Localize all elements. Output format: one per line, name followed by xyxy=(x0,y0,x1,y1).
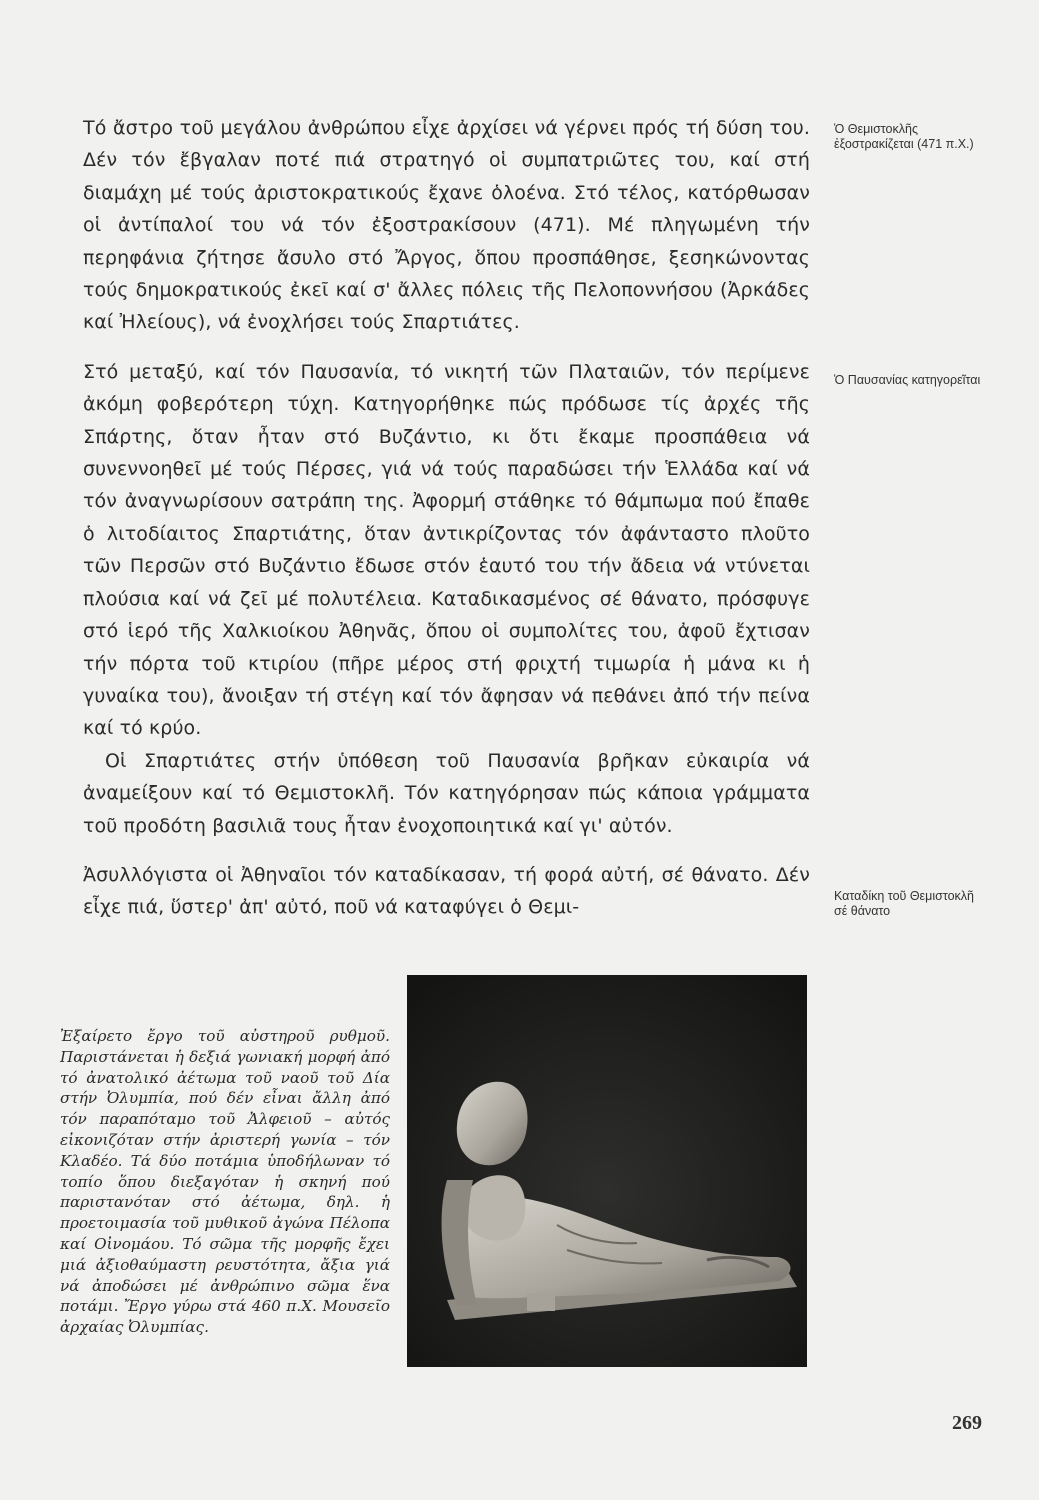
margin-note-condemnation: Καταδίκη τοῦ Θεμιστοκλῆ σέ θάνατο xyxy=(834,889,974,918)
kladeos-sculpture-image xyxy=(407,975,807,1367)
photo-caption: Ἐξαίρετο ἔργο τοῦ αὐστηροῦ ρυθμοῦ. Παριστάνεται ἡ δεξιά γωνιακή μορφή ἀπό τό ἀνατολικό ἀέτωμα τοῦ ναοῦ τοῦ Δία στήν Ὀλυμπία, πού δέν εἶναι ἄλλη ἀπό τόν παραπόταμο τοῦ Ἀλφειοῦ – αὐτός εἰκονιζόταν στήν ἀριστερή γωνία – τόν Κλαδέο. Τά δύο ποτάμια ὑποδήλωναν τό τοπίο ὅπου διεξαγόταν ἡ σκηνή πού παριστανόταν στό ἀέτωμα, δηλ. ἡ προετοιμασία τοῦ μυθικοῦ ἀγώνα Πέλοπα καί Οἰνομάου. Τό σῶμα τῆς μορφῆς ἔχει μιά ἀξιοθαύμαστη ρευστότητα, ἄξια γιά νά ἀποδώσει μέ ἀνθρώπινο σῶμα ἕνα ποτάμι. Ἔργο γύρω στά 460 π.Χ. Μουσεῖο ἀρχαίας Ὀλυμπίας. xyxy=(60,1027,390,1337)
margin-note-ostracism: Ὁ Θεμιστοκλῆς ἐξοστρακίζεται (471 π.Χ.) xyxy=(834,122,974,151)
page-number: 269 xyxy=(952,1412,982,1434)
paragraph-ostracism: Τό ἄστρο τοῦ μεγάλου ἀνθρώπου εἶχε ἀρχίσει νά γέρνει πρός τή δύση του. Δέν τόν ἔβγαλαν ποτέ πιά στρατηγό οἱ συμπατριῶτες του, καί στή διαμάχη μέ τούς ἀριστοκρατικούς ἔχανε ὁλοένα. Στό τέλος, κατόρθωσαν οἱ ἀντίπαλοί του νά τόν ἐξοστρακίσουν (471). Μέ πληγωμένη τήν περηφάνια ζήτησε ἄσυλο στό Ἄργος, ὅπου προσπάθησε, ξεσηκώνοντας τούς δημοκρατικούς ἐκεῖ καί σ' ἄλλες πόλεις τῆς Πελοποννήσου (Ἀρκάδες καί Ἠλείους), νά ἐνοχλήσει τούς Σπαρτιάτες. xyxy=(83,117,810,334)
paragraph-pausanias: Στό μεταξύ, καί τόν Παυσανία, τό νικητή τῶν Πλαταιῶν, τόν περίμενε ἀκόμη φοβερότερη τύχη. Κατηγορήθηκε πώς πρόδωσε τίς ἀρχές τῆς Σπάρτης, ὅταν ἦταν στό Βυζάντιο, κι ὅτι ἔκαμε προσπάθεια νά συνεννοηθεῖ μέ τούς Πέρσες, γιά νά τούς παραδώσει τήν Ἑλλάδα καί νά τόν ἀναγνωρίσουν σατράπη της. Ἀφορμή στάθηκε τό θάμπωμα πού ἔπαθε ὁ λιτοδίαιτος Σπαρτιάτης, ὅταν ἀντικρίζοντας τόν ἀφάνταστο πλοῦτο τῶν Περσῶν στό Βυζάντιο ἔδωσε στόν ἑαυτό του τήν ἄδεια νά ντύνεται πλούσια καί νά ζεῖ μέ πολυτέλεια. Καταδικασμένος σέ θάνατο, πρόσφυγε στό ἱερό τῆς Χαλκιοίκου Ἀθηνᾶς, ὅπου οἱ συμπολίτες του, ἀφοῦ ἔχτισαν τήν πόρτα τοῦ κτιρίου (πῆρε μέρος στή φριχτή τιμωρία ἡ μάνα κι ἡ γυναίκα του), ἄνοιξαν τή στέγη καί τόν ἄφησαν νά πεθάνει ἀπό τήν πείνα καί τό κρύο. xyxy=(83,360,810,740)
sculpture-photo xyxy=(407,975,807,1367)
margin-note-pausanias: Ὁ Παυσανίας κατηγορεῖται xyxy=(834,373,981,387)
paragraph-spartans-accuse: Οἱ Σπαρτιάτες στήν ὑπόθεση τοῦ Παυσανία βρῆκαν εὐκαιρία νά ἀναμείξουν καί τό Θεμιστοκλῆ. Τόν κατηγόρησαν πώς κάποια γράμματα τοῦ προδότη βασιλιᾶ τους ἦταν ἐνοχοποιητικά καί γι' αὐτόν. xyxy=(83,749,810,837)
main-text xyxy=(83,112,810,924)
paragraph-condemnation: Ἀσυλλόγιστα οἱ Ἀθηναῖοι τόν καταδίκασαν, τή φορά αὐτή, σέ θάνατο. Δέν εἶχε πιά, ὕστερ' ἀπ' αὐτό, ποῦ νά καταφύγει ὁ Θεμι- xyxy=(83,863,810,919)
